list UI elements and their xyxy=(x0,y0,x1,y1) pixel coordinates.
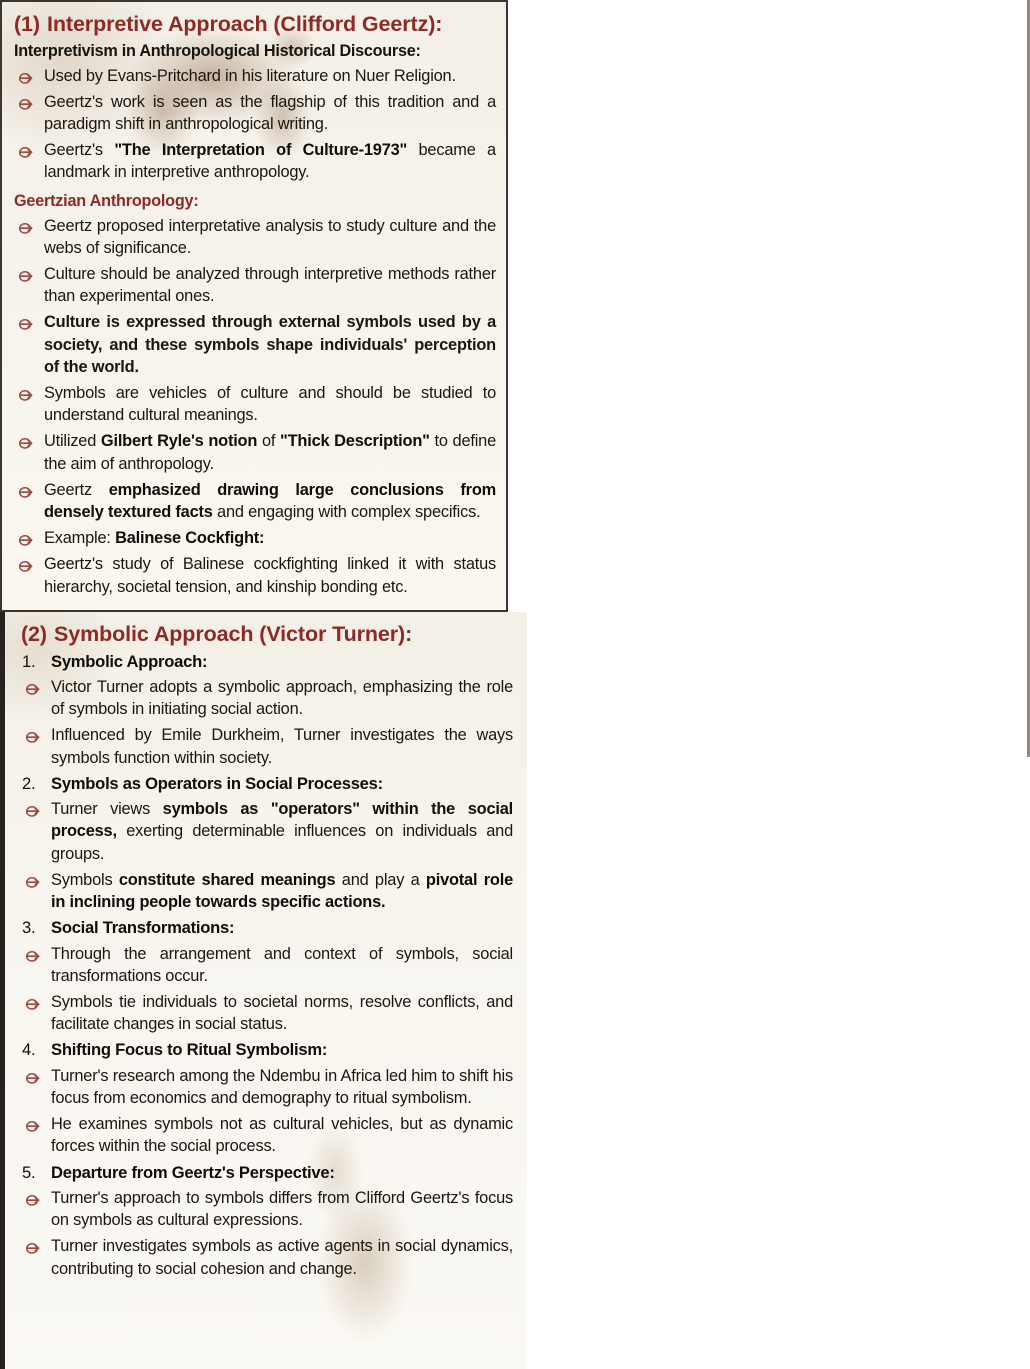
bullet-text: Turner's approach to symbols differs from Clifford Geertz's focus on symbols as cultural expressions. xyxy=(51,1188,513,1230)
bullet-item xyxy=(14,382,496,426)
bullet-item xyxy=(21,676,513,720)
numbered-heading xyxy=(21,773,513,795)
bullet-text: Example: Balinese Cockfight: xyxy=(44,529,265,548)
bullet-text: Victor Turner adopts a symbolic approach, emphasizing the role of symbols in initiating social action. xyxy=(51,677,513,719)
bullet-item xyxy=(21,943,513,987)
left-bullet-list-interpretivism xyxy=(14,65,496,184)
emphasis-text: pivotal role in inclining people towards specific actions. xyxy=(51,870,513,911)
emphasis-text: Balinese Cockfight: xyxy=(115,529,265,548)
emphasis-text: Gilbert Ryle's notion xyxy=(100,432,258,451)
bullet-item xyxy=(14,139,496,183)
right-section-title xyxy=(21,621,513,648)
left-panel-interpretive-approach xyxy=(0,0,508,612)
circled-arrow-bullet-icon xyxy=(25,802,40,816)
bullet-text: Through the arrangement and context of symbols, social transformations occur. xyxy=(51,944,513,985)
bullet-text: Symbols tie individuals to societal norms, resolve conflicts, and facilitate changes in social status. xyxy=(51,992,513,1034)
left-bullet-list-geertzian xyxy=(14,215,496,598)
circled-arrow-bullet-icon xyxy=(25,873,40,887)
bullet-item xyxy=(14,215,496,259)
bullet-text: Turner's research among the Ndembu in Africa led him to shift his focus from economics and demography to ritual symbolism. xyxy=(51,1066,513,1107)
bullet-text: Used by Evans-Pritchard in his literature on Nuer Religion. xyxy=(44,66,456,85)
circled-arrow-bullet-icon xyxy=(25,1239,40,1253)
list-number: 4. xyxy=(22,1040,36,1060)
bullet-item xyxy=(14,91,496,135)
bullet-item xyxy=(14,527,496,549)
bullet-item xyxy=(21,1187,513,1231)
numbered-heading xyxy=(21,1039,513,1061)
circled-arrow-bullet-icon xyxy=(25,728,40,742)
circled-arrow-bullet-icon xyxy=(18,95,33,109)
circled-arrow-bullet-icon xyxy=(25,680,40,694)
numbered-heading-text: Shifting Focus to Ritual Symbolism: xyxy=(51,1040,328,1060)
emphasis-text: constitute shared meanings xyxy=(118,870,336,889)
numbered-heading xyxy=(21,651,513,673)
numbered-heading-text: Social Transformations: xyxy=(51,918,235,938)
bullet-text: Influenced by Emile Durkheim, Turner investigates the ways symbols function within society. xyxy=(51,726,513,767)
left-subheading-interpretivism: Interpretivism in Anthropological Historical Discourse: xyxy=(14,41,421,60)
circled-arrow-bullet-icon xyxy=(18,386,33,400)
bullet-text: Symbols constitute shared meanings and play a pivotal role in inclining people towards specific actions. xyxy=(51,870,513,911)
circled-arrow-bullet-icon xyxy=(25,1117,40,1131)
bullet-text: Geertz's study of Balinese cockfighting linked it with status hierarchy, societal tension, and kinship bonding etc. xyxy=(44,555,496,596)
left-section-number: (1) xyxy=(14,12,40,36)
bullet-item xyxy=(14,430,496,474)
right-section-number: (2) xyxy=(21,622,47,646)
bullet-text: Geertz emphasized drawing large conclusions from densely textured facts and engaging with complex specifics. xyxy=(44,480,497,521)
bullet-text: Geertz proposed interpretative analysis to study culture and the webs of significance. xyxy=(44,216,496,257)
bullet-item xyxy=(21,991,513,1035)
emphasis-text: "The Interpretation of Culture-1973" xyxy=(114,141,408,160)
bullet-text: Symbols are vehicles of culture and should be studied to understand cultural meanings. xyxy=(44,383,496,425)
right-panel-symbolic-approach xyxy=(0,612,527,1369)
bullet-item xyxy=(21,1113,513,1157)
list-number: 1. xyxy=(22,651,36,671)
bullet-text: Geertz's work is seen as the flagship of this tradition and a paradigm shift in anthropological writing. xyxy=(44,92,496,133)
bullet-text: He examines symbols not as cultural vehicles, but as dynamic forces within the social process. xyxy=(51,1115,513,1156)
bullet-item xyxy=(14,263,496,307)
right-section-title-text: Symbolic Approach (Victor Turner): xyxy=(53,622,413,646)
circled-arrow-bullet-icon xyxy=(18,483,33,497)
left-section-title-text: Interpretive Approach (Clifford Geertz): xyxy=(46,12,443,36)
left-subheading-geertzian: Geertzian Anthropology: xyxy=(14,191,199,210)
circled-arrow-bullet-icon xyxy=(18,315,33,329)
numbered-heading-text: Departure from Geertz's Perspective: xyxy=(51,1162,335,1182)
bullet-text: Utilized Gilbert Ryle's notion of "Thick Description" to define the aim of anthropology. xyxy=(44,432,496,473)
circled-arrow-bullet-icon xyxy=(25,995,40,1009)
circled-arrow-bullet-icon xyxy=(25,947,40,961)
bullet-text: Turner views symbols as "operators" within the social process, exerting determinable influences on individuals and groups. xyxy=(51,800,513,863)
bullet-text: Culture should be analyzed through interpretive methods rather than experimental ones. xyxy=(44,264,496,306)
left-section-title xyxy=(14,11,496,38)
circled-arrow-bullet-icon xyxy=(18,267,33,281)
circled-arrow-bullet-icon xyxy=(18,434,33,448)
circled-arrow-bullet-icon xyxy=(18,557,33,571)
circled-arrow-bullet-icon xyxy=(18,219,33,233)
right-numbered-list xyxy=(21,651,513,1280)
bullet-text: Turner investigates symbols as active agents in social dynamics, contributing to social cohesion and change. xyxy=(51,1237,513,1278)
bullet-item xyxy=(14,479,496,523)
bullet-item xyxy=(21,798,513,865)
list-number: 3. xyxy=(22,918,36,938)
emphasis-text: "Thick Description" xyxy=(280,432,430,451)
bullet-item xyxy=(21,869,513,913)
emphasis-text: emphasized drawing large conclusions from densely textured facts xyxy=(44,480,497,521)
list-number: 5. xyxy=(22,1162,36,1182)
bullet-item xyxy=(21,724,513,768)
bullet-item xyxy=(21,1235,513,1279)
bullet-text: Culture is expressed through external symbols used by a society, and these symbols shape individuals' perception of the world. xyxy=(44,313,496,376)
emphasis-text: symbols as "operators" within the social process, xyxy=(51,800,513,841)
bullet-item xyxy=(21,1065,513,1109)
circled-arrow-bullet-icon xyxy=(18,69,33,83)
circled-arrow-bullet-icon xyxy=(25,1069,40,1083)
bullet-item xyxy=(14,65,496,87)
bullet-item xyxy=(14,311,496,378)
list-number: 2. xyxy=(22,773,36,793)
circled-arrow-bullet-icon xyxy=(18,143,33,157)
circled-arrow-bullet-icon xyxy=(25,1191,40,1205)
bullet-text: Geertz's "The Interpretation of Culture-1973" became a landmark in interpretive anthropology. xyxy=(44,141,496,182)
numbered-heading xyxy=(21,917,513,939)
circled-arrow-bullet-icon xyxy=(18,531,33,545)
numbered-heading xyxy=(21,1162,513,1184)
bullet-item xyxy=(14,553,496,597)
numbered-heading-text: Symbolic Approach: xyxy=(51,651,208,671)
numbered-heading-text: Symbols as Operators in Social Processes: xyxy=(51,773,383,793)
